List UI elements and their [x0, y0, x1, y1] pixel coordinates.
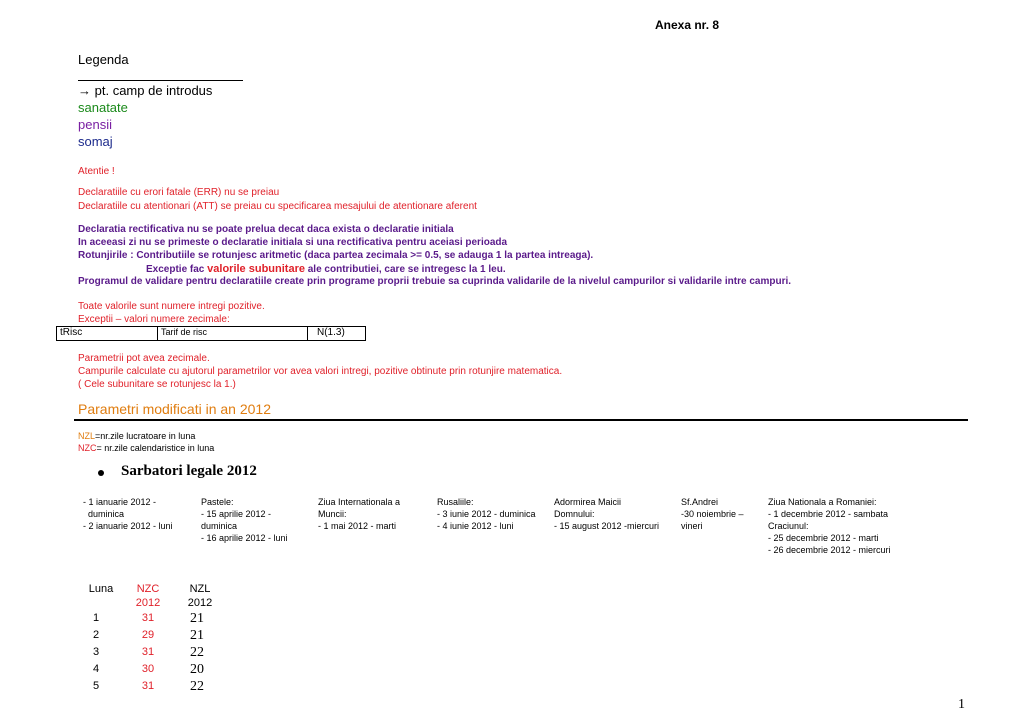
abbrev-nzl	[78, 431, 195, 441]
params-note-3: ( Cele subunitare se rotunjesc la 1.)	[78, 379, 236, 390]
holiday-line: duminica	[88, 509, 125, 519]
cell-nzl: 21	[190, 611, 204, 626]
holiday-line: - 25 decembrie 2012 - marti	[768, 533, 879, 543]
holiday-line: Muncii:	[318, 509, 347, 519]
cell-luna: 5	[92, 680, 100, 692]
holiday-line: - 4 iunie 2012 - luni	[437, 521, 514, 531]
cell-nzc: 30	[141, 663, 155, 675]
holiday-line: - 15 august 2012 -miercuri	[554, 521, 660, 531]
note-integers: Toate valorile sunt numere intregi pozitive.	[78, 301, 265, 312]
holiday-line: Adormirea Maicii	[554, 497, 622, 507]
arrow-right-icon: →	[78, 83, 91, 98]
holiday-line: Rusaliile:	[437, 497, 474, 507]
legend-field-input-label: pt. camp de introdus	[94, 83, 213, 98]
holiday-line: Pastele:	[201, 497, 234, 507]
cell-luna: 1	[92, 612, 100, 624]
page-number: 1	[958, 697, 965, 712]
holiday-line: - 15 aprilie 2012 -	[201, 509, 272, 519]
holiday-line: - 3 iunie 2012 - duminica	[437, 509, 536, 519]
holiday-line: Ziua Internationala a	[318, 497, 401, 507]
holiday-line: vineri	[681, 521, 703, 531]
cell-nzc: 31	[141, 680, 155, 692]
abbrev-nzl-key: NZL	[78, 431, 96, 441]
legend-title: Legenda	[78, 52, 129, 67]
holiday-col-7	[768, 496, 891, 556]
cell-nzc: 31	[141, 612, 155, 624]
note-exception	[146, 263, 506, 275]
section-title: Parametri modificati in an 2012	[78, 401, 271, 417]
abbrev-nzl-text: =nr.zile lucratoare in luna	[95, 431, 196, 441]
col-header-nzl-year: 2012	[187, 597, 213, 609]
cell-nzl: 22	[190, 679, 204, 694]
col-header-luna: Luna	[88, 583, 114, 595]
cell-luna: 3	[92, 646, 100, 658]
holiday-line: - 1 ianuarie 2012 -	[83, 497, 157, 507]
legend-field-input	[78, 83, 212, 98]
holiday-line: Ziua Nationala a Romaniei:	[768, 497, 877, 507]
col-header-nzc: NZC	[136, 583, 160, 595]
holiday-line: duminica	[201, 521, 238, 531]
params-note-2: Campurile calculate cu ajutorul parametrilor vor avea valori intregi, pozitive obtinute prin rotunjire matematica.	[78, 366, 563, 377]
note-program: Programul de validare pentru declaratiile create prin programe proprii trebuie sa cuprinda validarile de la nivelul campurilor si validarile intre campuri.	[78, 276, 792, 287]
holiday-line: Craciunul:	[768, 521, 809, 531]
holiday-line: - 16 aprilie 2012 - luni	[201, 533, 288, 543]
cell-nzc: 29	[141, 629, 155, 641]
note-err: Declaratiile cu erori fatale (ERR) nu se preiau	[78, 187, 280, 198]
holiday-line: - 2 ianuarie 2012 - luni	[83, 521, 173, 531]
cell-nzl: 22	[190, 645, 204, 660]
cell-nzl: 20	[190, 662, 204, 677]
risk-description: Tarif de risc	[161, 327, 208, 337]
cell-nzc: 31	[141, 646, 155, 658]
section-rule	[74, 419, 968, 421]
abbrev-nzc-text: = nr.zile calendaristice in luna	[96, 443, 215, 453]
holiday-col-6	[681, 496, 744, 532]
note-same-day: In aceeasi zi nu se primeste o declaratie initiala si una rectificativa pentru aceiasi perioada	[78, 237, 508, 248]
legend-somaj: somaj	[78, 134, 113, 149]
col-header-nzc-year: 2012	[135, 597, 161, 609]
attention-label: Atentie !	[78, 166, 115, 177]
holiday-col-5	[554, 496, 659, 532]
legend-sanatate: sanatate	[78, 100, 128, 115]
risk-table-divider-1	[157, 327, 158, 340]
note-exception-highlight: valorile subunitare	[207, 263, 305, 275]
col-header-nzl: NZL	[189, 583, 211, 595]
holiday-line: - 26 decembrie 2012 - miercuri	[768, 545, 891, 555]
note-att: Declaratiile cu atentionari (ATT) se preiau cu specificarea mesajului de atentionare aferent	[78, 201, 477, 212]
holiday-line: Domnului:	[554, 509, 595, 519]
risk-table-divider-2	[307, 327, 308, 340]
abbrev-nzc-key: NZC	[78, 443, 97, 453]
cell-luna: 4	[92, 663, 100, 675]
holiday-col-4	[437, 496, 536, 532]
note-exceptions: Exceptii – valori numere zecimale:	[78, 314, 230, 325]
note-rectificativa: Declaratia rectificativa nu se poate prelua decat daca exista o declaratie initiala	[78, 224, 454, 235]
risk-code: tRisc	[60, 327, 83, 338]
legend-divider	[78, 80, 243, 81]
holiday-col-2	[201, 496, 288, 544]
note-exception-suffix: ale contributiei, care se intregesc la 1 leu.	[304, 264, 506, 275]
holiday-line: Sf.Andrei	[681, 497, 719, 507]
holidays-title: Sarbatori legale 2012	[121, 463, 257, 479]
bullet-icon	[98, 470, 104, 476]
cell-nzl: 21	[190, 628, 204, 643]
note-rounding: Rotunjirile : Contributiile se rotunjesc aritmetic (daca partea zecimala >= 0.5, se adauga 1 la partea intreaga).	[78, 250, 594, 261]
params-note-1: Parametrii pot avea zecimale.	[78, 353, 210, 364]
risk-table	[56, 326, 366, 341]
cell-luna: 2	[92, 629, 100, 641]
abbrev-nzc	[78, 443, 214, 453]
legend-pensii: pensii	[78, 117, 112, 132]
holiday-line: - 1 mai 2012 - marti	[318, 521, 397, 531]
note-exception-prefix: Exceptie fac	[146, 264, 208, 275]
holiday-line: -30 noiembrie –	[681, 509, 744, 519]
holiday-col-1	[83, 496, 173, 532]
holiday-col-3	[318, 496, 400, 532]
holiday-line: - 1 decembrie 2012 - sambata	[768, 509, 889, 519]
risk-format: N(1.3)	[317, 327, 345, 338]
annex-title: Anexa nr. 8	[655, 18, 720, 32]
